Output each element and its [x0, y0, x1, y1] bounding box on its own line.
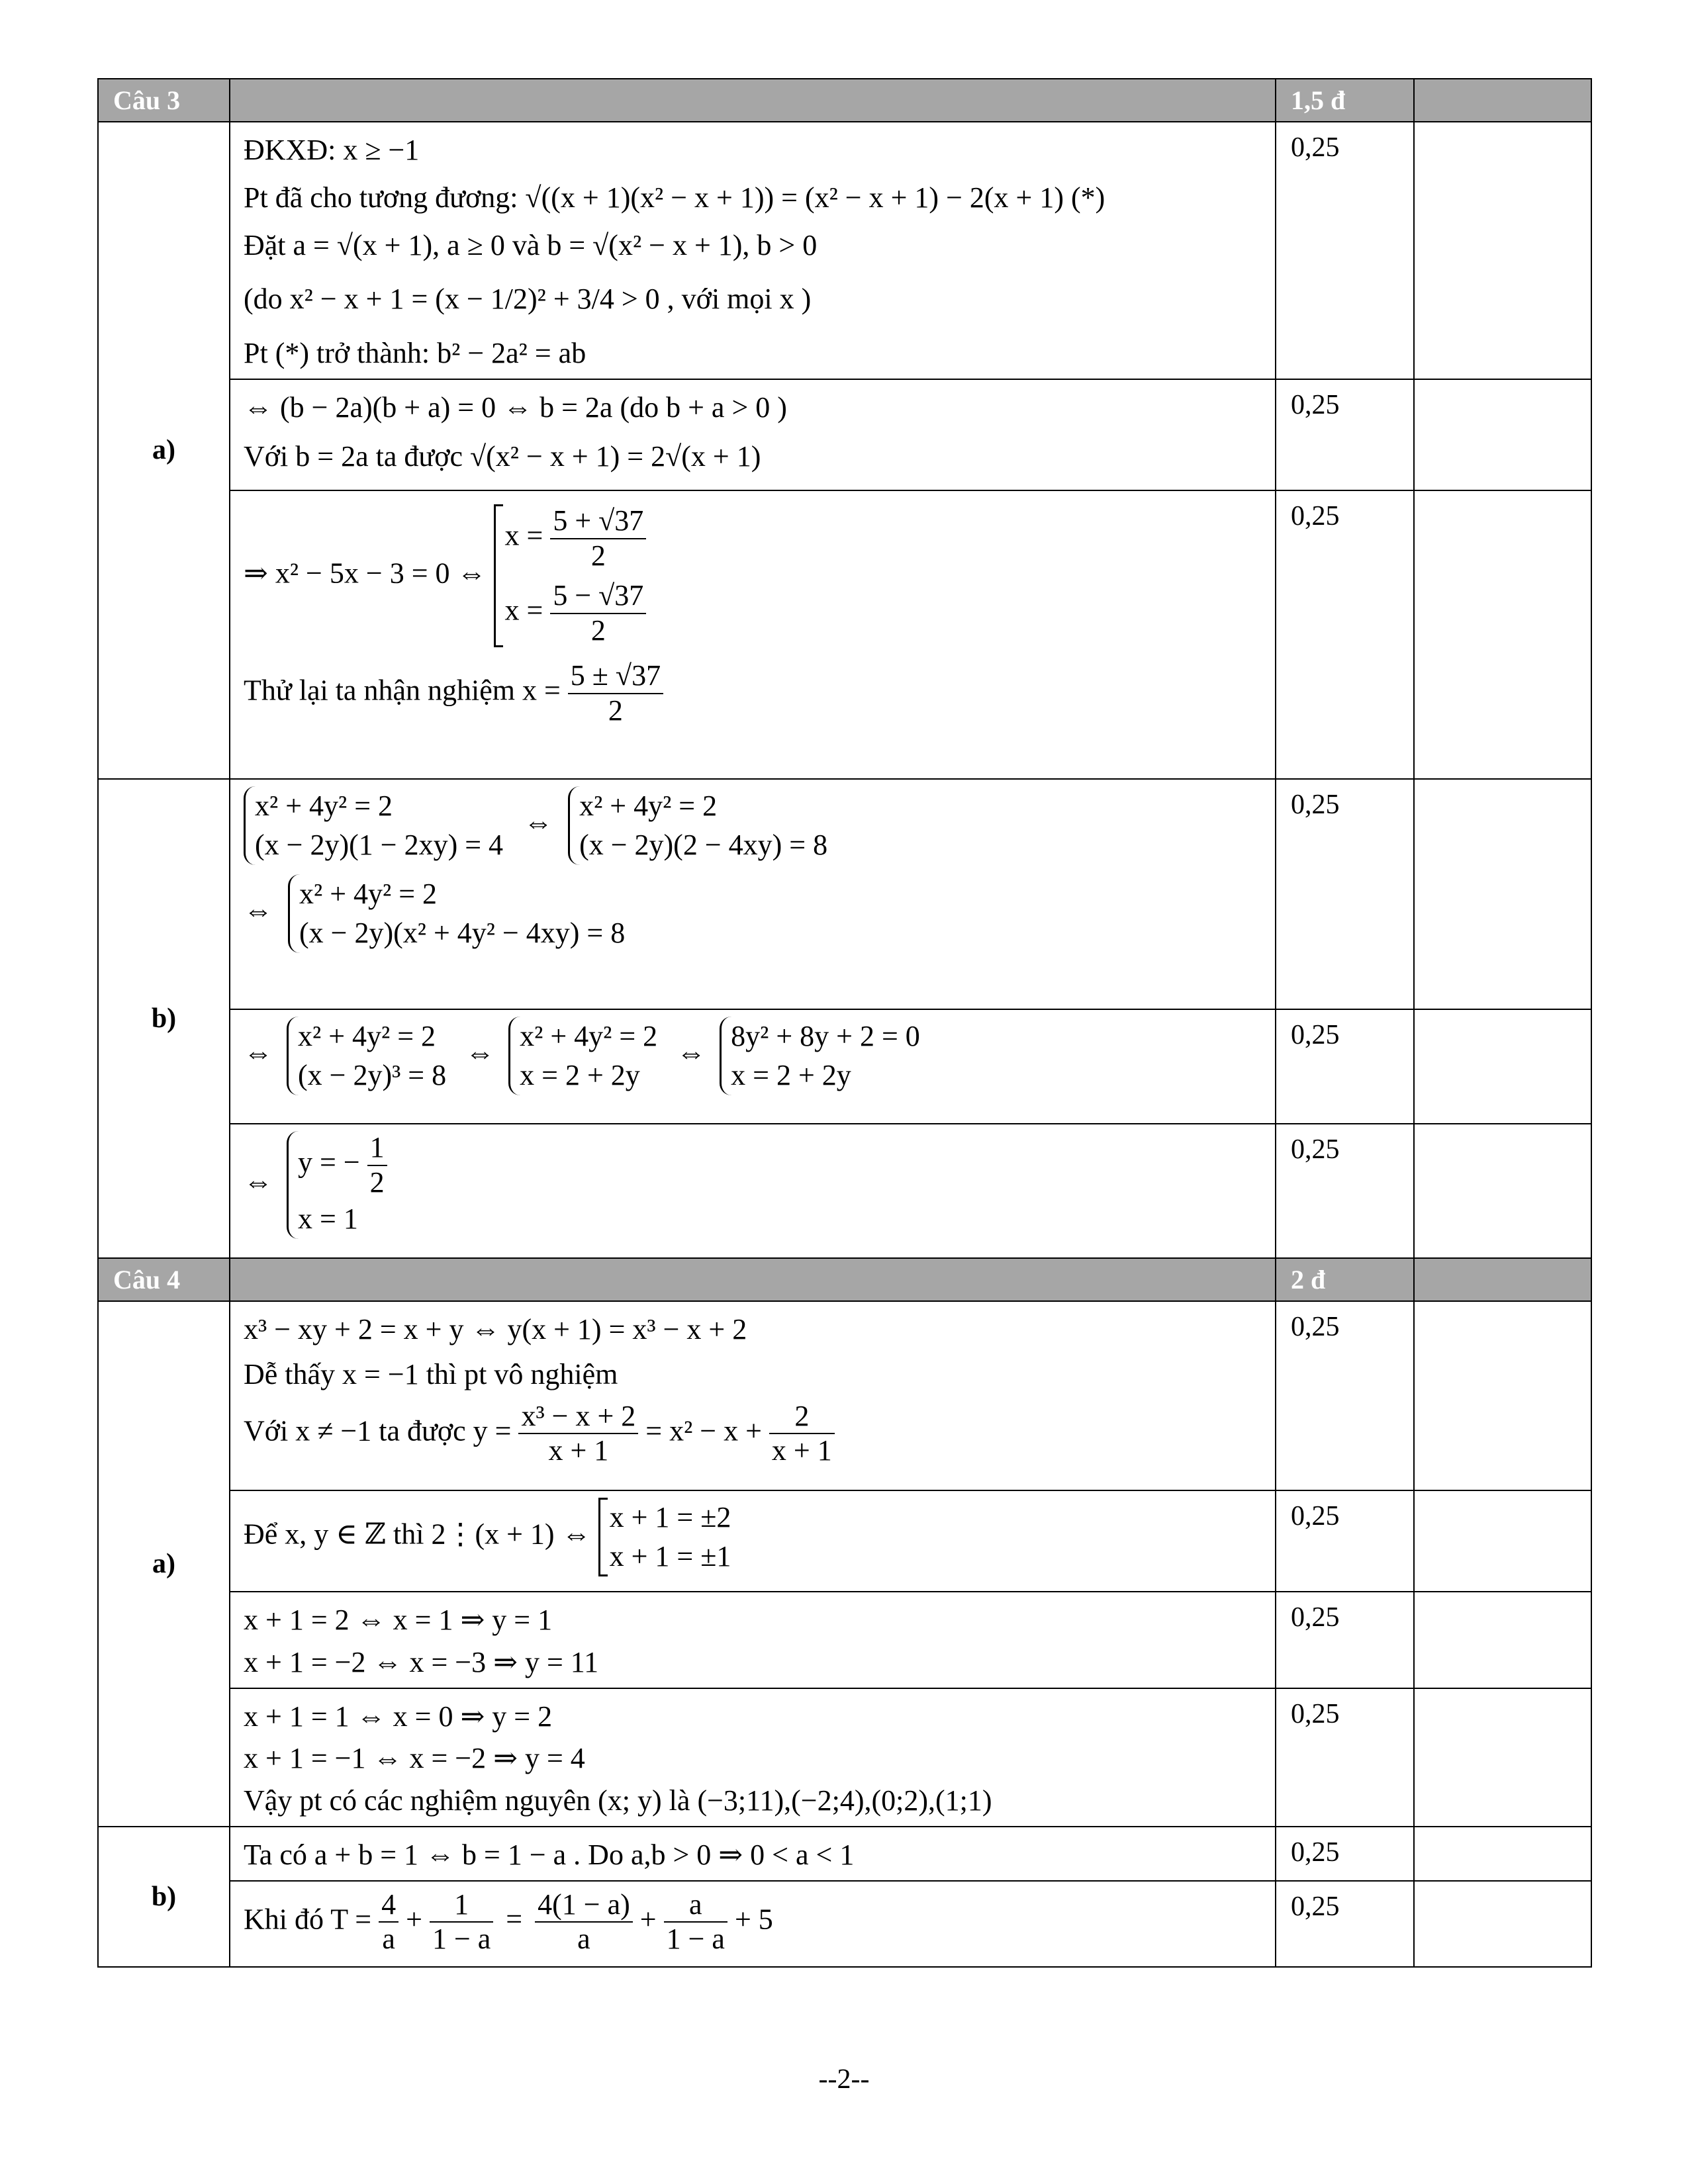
step-line: Ta có a + b = 1 ⇔ b = 1 − a . Do a,b > 0 ⇒ 0 < a < 1 — [244, 1838, 855, 1871]
score: 0,25 — [1276, 490, 1414, 779]
score: 0,25 — [1276, 1827, 1414, 1881]
step-line: x³ − xy + 2 = x + y ⇔ y(x + 1) = x³ − x + 2 — [244, 1312, 747, 1345]
fraction: $\frac{1}{2}$ — [367, 1131, 387, 1199]
score: 0,25 — [1276, 122, 1414, 379]
step-line: ĐKXĐ: x ≥ −1 — [244, 134, 420, 166]
fraction: $\frac{1}{1 - a}$ — [430, 1888, 493, 1956]
score: 0,25 — [1276, 1490, 1414, 1592]
answer-table — [97, 78, 1592, 1968]
equation-system: x² + 4y² = 2 (x − 2y)³ = 8 — [287, 1017, 451, 1095]
cau3-header-row — [98, 79, 1591, 122]
cau4a-step-1: a) x³ − xy + 2 = x + y ⇔ y(x + 1) = x³ − x + 2 Dễ thấy x = −1 thì pt vô nghiệm Với x ≠ −1 ta được y = $\frac{\text{x³ − x + 2}}{x + 1}$ = x² − x + $\frac{2}{x + 1}$ 0,25 — [98, 1301, 1591, 1490]
cau4b-step-2: Khi đó T = $\frac{4}{a}$ + $\frac{1}{1 - a}$ = $\frac{4(1 - a)}{a}$ + $\frac{a}{1 - a}$ + 5 0,25 — [98, 1881, 1591, 1967]
step-line: Đặt a = √(x + 1), a ≥ 0 và b = √(x² − x + 1), b > 0 — [244, 228, 818, 261]
cau4a-step-4 — [98, 1688, 1591, 1827]
cau3-points: 1,5 đ — [1276, 79, 1414, 122]
score: 0,25 — [1276, 779, 1414, 1009]
case-bracket: x + 1 = ±2 x + 1 = ±1 — [598, 1498, 737, 1576]
score: 0,25 — [1276, 1592, 1414, 1688]
cau4a-label: a) — [98, 1301, 230, 1827]
equation-system: y = − $\frac{1}{2}$ x = 1 — [287, 1131, 393, 1239]
step-line: Dễ thấy x = −1 thì pt vô nghiệm — [244, 1357, 618, 1390]
score: 0,25 — [1276, 1881, 1414, 1967]
cau3a-step-1 — [98, 122, 1591, 379]
step-line: x + 1 = 1 ⇔ x = 0 ⇒ y = 2 — [244, 1700, 553, 1733]
equation-system: x² + 4y² = 2 (x − 2y)(2 − 4xy) = 8 — [568, 786, 833, 865]
cau4b-step-1 — [98, 1827, 1591, 1881]
cau4a-step-2: Để x, y ∈ ℤ thì 2⋮(x + 1) ⇔ x + 1 = ±2 x + 1 = ±1 0,25 — [98, 1490, 1591, 1592]
equation-system: x² + 4y² = 2 (x − 2y)(x² + 4y² − 4xy) = 8 — [288, 874, 630, 953]
step-line: Pt (*) trở thành: b² − 2a² = ab — [244, 337, 586, 370]
score: 0,25 — [1276, 1301, 1414, 1490]
final-text: Thử lại ta nhận nghiệm x = — [244, 674, 561, 707]
cau4a-step-3 — [98, 1592, 1591, 1688]
cau4b-label: b) — [98, 1827, 230, 1967]
cau4-points: 2 đ — [1276, 1258, 1414, 1301]
step-line: x + 1 = −2 ⇔ x = −3 ⇒ y = 11 — [244, 1645, 599, 1678]
case-bracket: x = $\frac{5 + √37}{2}$ x = $\frac{5 - √37}{2}$ — [494, 504, 652, 647]
equation-system: x² + 4y² = 2 (x − 2y)(1 − 2xy) = 4 — [244, 786, 508, 865]
equation-system: x² + 4y² = 2 x = 2 + 2y — [508, 1017, 663, 1095]
cau3a-step-2 — [98, 379, 1591, 490]
score: 0,25 — [1276, 1688, 1414, 1827]
fraction: $\frac{4}{a}$ — [379, 1888, 399, 1956]
step-line: Vậy pt có các nghiệm nguyên (x; y) là (−3;11),(−2;4),(0;2),(1;1) — [244, 1784, 992, 1817]
cau3a-step-3 — [98, 490, 1591, 779]
cau4-title: Câu 4 — [98, 1258, 230, 1301]
page-number: --2-- — [818, 2064, 870, 2095]
step-line: x + 1 = 2 ⇔ x = 1 ⇒ y = 1 — [244, 1603, 553, 1636]
cau3a-label: a) — [98, 122, 230, 779]
cau3b-step-2: ⇔ x² + 4y² = 2 (x − 2y)³ = 8 ⇔ x² + 4y² = 2 x = 2 + 2y ⇔ 8y² + 8y + 2 = 0 x = 2 + 2y 0,25 — [98, 1009, 1591, 1124]
cau4-header-row — [98, 1258, 1591, 1301]
fraction: $\frac{\text{x³ − x + 2}}{x + 1}$ — [518, 1400, 638, 1468]
step-line: (do x² − x + 1 = (x − 1/2)² + 3/4 > 0 , với mọi x ) — [244, 283, 812, 316]
step-line: x + 1 = −1 ⇔ x = −2 ⇒ y = 4 — [244, 1742, 585, 1775]
fraction: $\frac{2}{x + 1}$ — [769, 1400, 835, 1468]
cau3b-step-3: ⇔ y = − $\frac{1}{2}$ x = 1 0,25 — [98, 1124, 1591, 1258]
step-line: Pt đã cho tương đương: √((x + 1)(x² − x + 1)) = (x² − x + 1) − 2(x + 1) (*) — [244, 181, 1105, 214]
cau3b-step-1: b) x² + 4y² = 2 (x − 2y)(1 − 2xy) = 4 ⇔ x² + 4y² = 2 (x − 2y)(2 − 4xy) = 8 ⇔ x² + 4y² = 2 (x − 2y)(x² + 4y² − 4xy) = 8 0,25 — [98, 779, 1591, 1009]
score: 0,25 — [1276, 379, 1414, 490]
score: 0,25 — [1276, 1124, 1414, 1258]
fraction: $\frac{4(1 - a)}{a}$ — [535, 1888, 633, 1956]
cau3-title: Câu 3 — [98, 79, 230, 122]
equation-system: 8y² + 8y + 2 = 0 x = 2 + 2y — [720, 1017, 925, 1095]
fraction: $\frac{5 \pm √37}{2}$ — [568, 659, 663, 727]
cau3b-label: b) — [98, 779, 230, 1258]
fraction: $\frac{a}{1 - a}$ — [664, 1888, 727, 1956]
step-line: Với b = 2a ta được √(x² − x + 1) = 2√(x + 1) — [244, 439, 761, 473]
step-line: ⇔ (b − 2a)(b + a) = 0 ⇔ b = 2a (do b + a > 0 ) — [244, 390, 787, 424]
step-lead: ⇒ x² − 5x − 3 = 0 ⇔ — [244, 557, 487, 590]
fraction: $\frac{5 + √37}{2}$ — [550, 504, 646, 572]
score: 0,25 — [1276, 1009, 1414, 1124]
fraction: $\frac{5 - √37}{2}$ — [550, 579, 646, 647]
